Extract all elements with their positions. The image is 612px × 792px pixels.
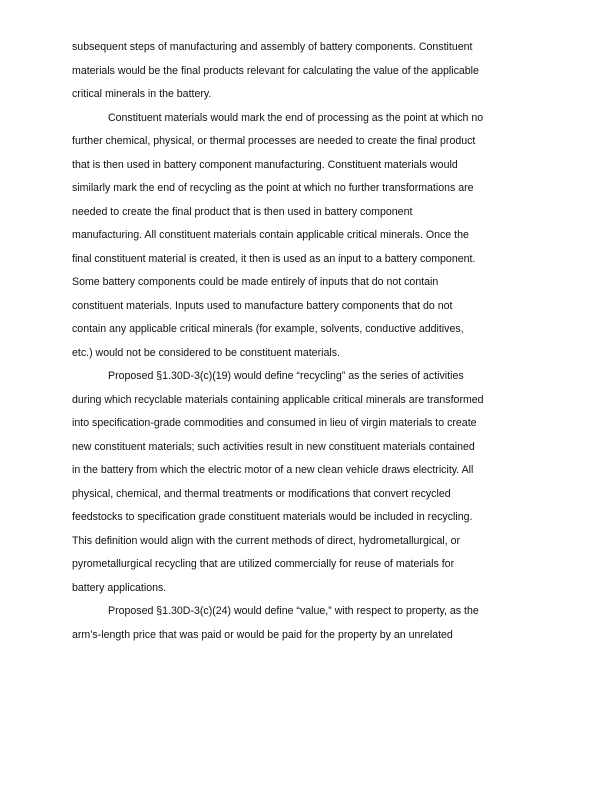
text-line: similarly mark the end of recycling as the point at which no further transformations are bbox=[72, 182, 474, 194]
text-line: arm’s-length price that was paid or would be paid for the property by an unrelated bbox=[72, 628, 453, 641]
body-text bbox=[72, 36, 540, 647]
text-line: materials would be the final products relevant for calculating the value of the applicable bbox=[72, 64, 479, 77]
text-line: constituent materials. Inputs used to manufacture battery components that do not bbox=[72, 299, 453, 312]
paragraph-3 bbox=[72, 365, 540, 600]
text-line: into specification-grade commodities and consumed in lieu of virgin materials to create bbox=[72, 417, 477, 429]
text-line: during which recyclable materials containing applicable critical minerals are transformed bbox=[72, 393, 484, 406]
text-line: physical, chemical, and thermal treatments or modifications that convert recycled bbox=[72, 487, 451, 500]
text-line: etc.) would not be considered to be constituent materials. bbox=[72, 346, 340, 359]
text-line: critical minerals in the battery. bbox=[72, 88, 212, 100]
paragraph-1 bbox=[72, 36, 540, 107]
text-line: Proposed §1.30D-3(c)(24) would define “value,” with respect to property, as the bbox=[108, 605, 479, 617]
text-line: pyrometallurgical recycling that are utilized commercially for reuse of materials for bbox=[72, 558, 455, 570]
paragraph-2 bbox=[72, 107, 540, 366]
text-line: feedstocks to specification grade constituent materials would be included in recycling. bbox=[72, 511, 473, 523]
text-line: battery applications. bbox=[72, 581, 167, 594]
text-line: new constituent materials; such activities result in new constituent materials contained bbox=[72, 440, 475, 453]
text-line: final constituent material is created, it then is used as an input to a battery component. bbox=[72, 252, 476, 265]
text-line: that is then used in battery component manufacturing. Constituent materials would bbox=[72, 158, 458, 171]
text-line: needed to create the final product that is then used in battery component bbox=[72, 205, 413, 218]
text-line: Proposed §1.30D-3(c)(19) would define “recycling” as the series of activities bbox=[108, 370, 464, 382]
text-line: in the battery from which the electric motor of a new clean vehicle draws electricity. All bbox=[72, 464, 474, 476]
paragraph-4 bbox=[72, 600, 540, 647]
text-line: contain any applicable critical minerals (for example, solvents, conductive additives, bbox=[72, 323, 464, 335]
text-line: Some battery components could be made entirely of inputs that do not contain bbox=[72, 276, 439, 288]
text-line: Constituent materials would mark the end of processing as the point at which no bbox=[108, 111, 484, 124]
text-line: manufacturing. All constituent materials contain applicable critical minerals. Once the bbox=[72, 229, 469, 241]
text-line: This definition would align with the current methods of direct, hydrometallurgical, or bbox=[72, 534, 461, 547]
text-line: subsequent steps of manufacturing and assembly of battery components. Constituent bbox=[72, 41, 473, 53]
text-line: further chemical, physical, or thermal processes are needed to create the final product bbox=[72, 135, 476, 147]
